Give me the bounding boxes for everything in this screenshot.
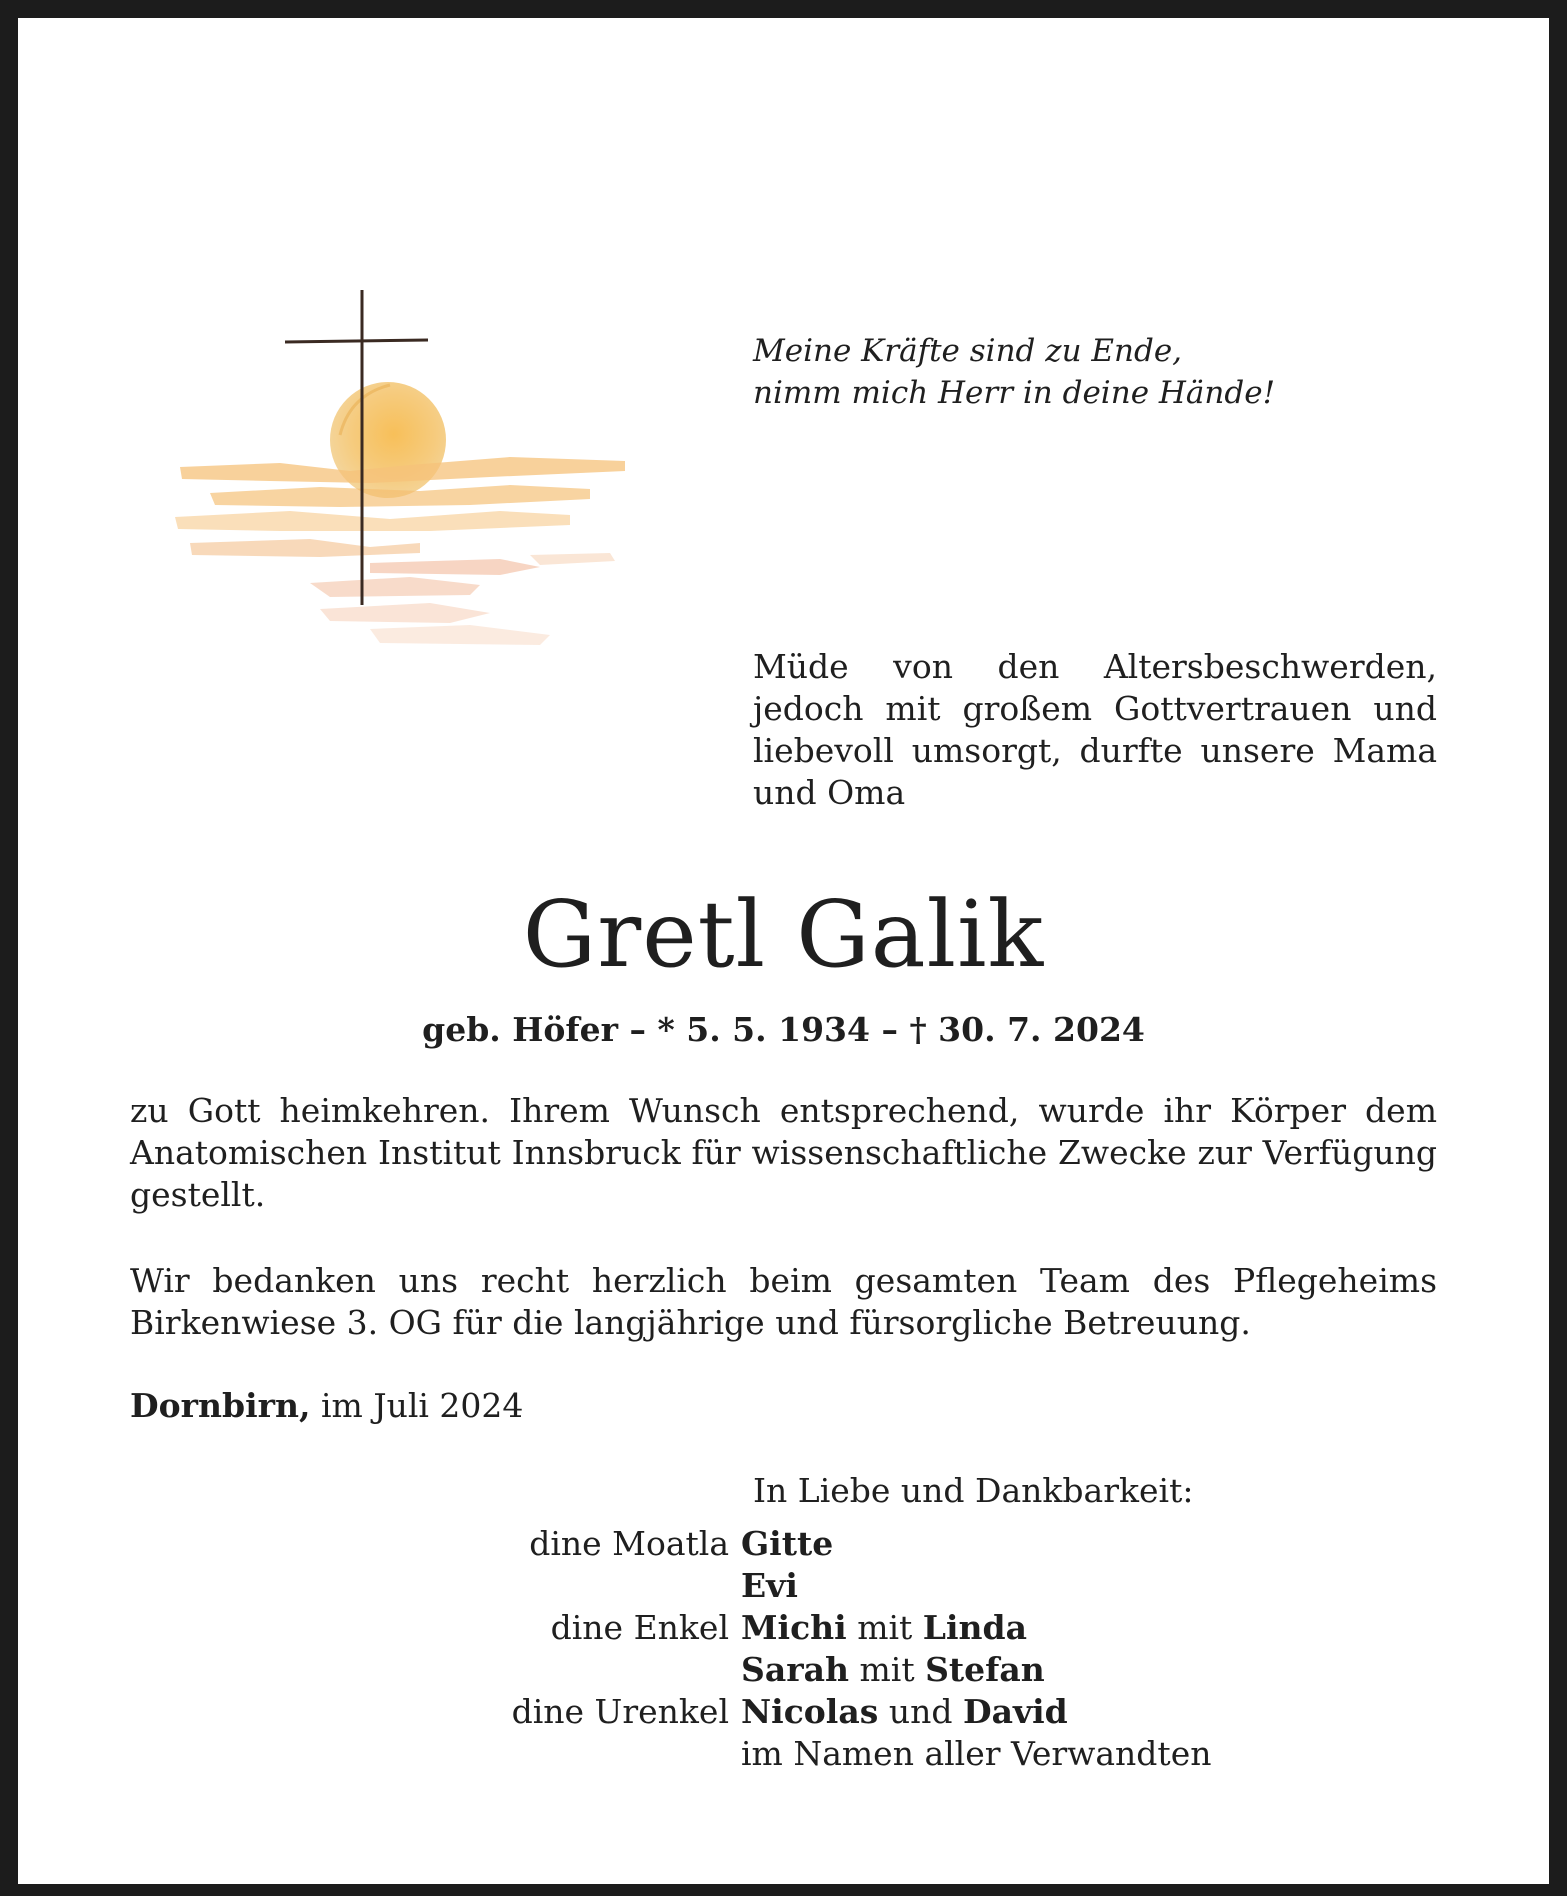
family-name: David [962, 1692, 1068, 1731]
family-name: Evi [741, 1566, 798, 1605]
family-names [741, 1523, 833, 1565]
family-label: dine Enkel [550, 1608, 729, 1647]
horizon-stroke [530, 553, 615, 565]
verse [753, 330, 1453, 414]
family-name: Michi [741, 1608, 847, 1647]
deceased-details: geb. Höfer – * 5. 5. 1934 – † 30. 7. 2024 [422, 1010, 1145, 1049]
horizon-stroke [320, 603, 490, 623]
family-label: dine Urenkel [511, 1692, 729, 1731]
cross-horizontal [285, 340, 428, 342]
family-row [0, 1607, 1567, 1649]
family-names [741, 1565, 798, 1607]
family-row [0, 1733, 1567, 1775]
family-row [0, 1691, 1567, 1733]
horizon-stroke [370, 625, 550, 645]
family-name: Nicolas [741, 1692, 879, 1731]
relatives-note: im Namen aller Verwandten [741, 1734, 1212, 1773]
family-label: dine Moatla [529, 1524, 729, 1563]
family-names [741, 1649, 1045, 1691]
body-paragraph: zu Gott heimkehren. Ihrem Wunsch entsprechend, wurde ihr Körper dem Anatomischen Institut Innsbruck für wissenschaftliche Zwecke zur Verfügung gestellt. [130, 1091, 1437, 1214]
family-name: Linda [922, 1608, 1027, 1647]
cross-sunset-illustration [170, 285, 640, 665]
date: im Juli 2024 [321, 1386, 524, 1425]
family-names [741, 1607, 1027, 1649]
joiner: mit [857, 1608, 913, 1647]
place: Dornbirn, [130, 1386, 311, 1425]
horizon-stroke [370, 559, 540, 575]
family-names [741, 1691, 1068, 1733]
family-name: Stefan [925, 1650, 1045, 1689]
deceased-name: Gretl Galik [522, 881, 1045, 988]
verse-line: nimm mich Herr in deine Hände! [753, 375, 1276, 411]
family-list [0, 1523, 1567, 1775]
intro-text: Müde von den Altersbeschwerden, jedoch mit großem Gottvertrauen und liebevoll umsorgt, durfte unsere Mama und Oma [753, 647, 1437, 812]
family-row [0, 1649, 1567, 1691]
verse-line: Meine Kräfte sind zu Ende, [753, 333, 1183, 369]
joiner: und [888, 1692, 953, 1731]
horizon-stroke [175, 511, 570, 531]
signoff: In Liebe und Dankbarkeit: [753, 1471, 1194, 1510]
joiner: mit [859, 1650, 915, 1689]
family-row [0, 1565, 1567, 1607]
family-name: Sarah [741, 1650, 849, 1689]
place-date [130, 1385, 523, 1427]
family-name: Gitte [741, 1524, 834, 1563]
body-paragraph: Wir bedanken uns recht herzlich beim gesamten Team des Pflegeheims Birkenwiese 3. OG für die langjährige und fürsorgliche Betreuung. [130, 1261, 1437, 1342]
horizon-stroke [310, 577, 480, 597]
horizon-stroke [190, 539, 420, 557]
family-row [0, 1523, 1567, 1565]
